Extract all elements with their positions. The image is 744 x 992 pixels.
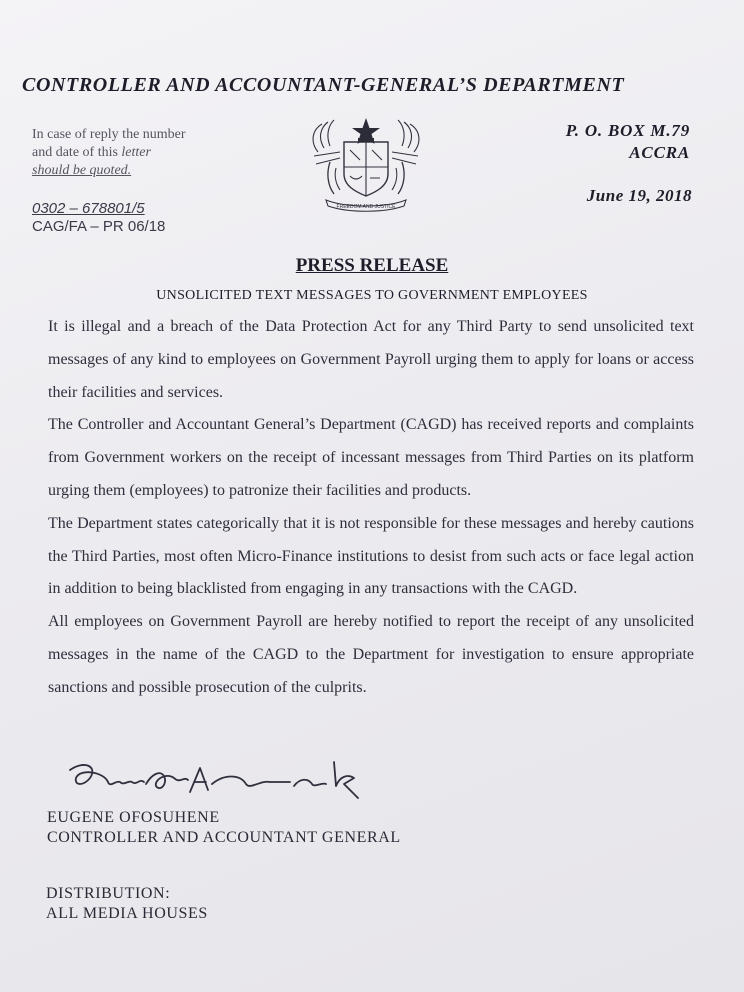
press-release-title: PRESS RELEASE bbox=[295, 255, 449, 276]
reply-note-line-1: In case of reply the number bbox=[32, 127, 186, 142]
ghana-coat-of-arms-icon bbox=[300, 112, 432, 214]
paragraph-1: It is illegal and a breach of the Data Protection Act for any Third Party to send unsolicited text messages of any kind to employees on Government Payroll urging them to apply for loans or access their facilities and services. bbox=[48, 318, 694, 401]
letter-date: June 19, 2018 bbox=[586, 186, 692, 205]
paragraph-3: The Department states categorically that it is not responsible for these messages and hereby cautions the Third Parties, most often Micro-Finance institutions to desist from such acts or face legal action in addition to being blacklisted from engaging in any transactions with the CAGD. bbox=[48, 514, 694, 598]
handwritten-signature-icon bbox=[64, 756, 364, 806]
signatory-name: EUGENE OFOSUHENE bbox=[47, 809, 220, 826]
department-heading: CONTROLLER AND ACCOUNTANT-GENERAL’S DEPARTMENT bbox=[22, 74, 625, 96]
paragraph-2: The Controller and Accountant General’s Department (CAGD) has received reports and complaints from Government workers on the receipt of incessant messages from Third Parties on its platform urging them (employees) to patronize their facilities and products. bbox=[48, 416, 694, 499]
po-box: P. O. BOX M.79 bbox=[565, 121, 690, 140]
postal-address bbox=[566, 120, 690, 164]
reference-number: CAG/FA – PR 06/18 bbox=[32, 218, 166, 235]
distribution-block bbox=[46, 884, 446, 924]
signatory-position: CONTROLLER AND ACCOUNTANT GENERAL bbox=[47, 829, 401, 846]
release-body bbox=[48, 311, 694, 705]
reply-note-line-2: and date of this letter bbox=[32, 145, 151, 160]
reference-block bbox=[32, 200, 252, 236]
crest-motto: FREEDOM AND JUSTICE bbox=[336, 204, 396, 210]
paragraph-4: All employees on Government Payroll are hereby notified to report the receipt of any unsolicited messages in the name of the CAGD to the Department for investigation to ensure appropriate sanctions and possible prosecution of the culprits. bbox=[48, 613, 694, 696]
city: ACCRA bbox=[629, 143, 690, 162]
press-release-subtitle: UNSOLICITED TEXT MESSAGES TO GOVERNMENT EMPLOYEES bbox=[156, 288, 588, 303]
distribution-recipients: ALL MEDIA HOUSES bbox=[46, 905, 208, 922]
reply-instructions bbox=[32, 126, 252, 180]
distribution-label: DISTRIBUTION: bbox=[46, 885, 171, 902]
signatory-block bbox=[47, 808, 547, 848]
reply-note-line-3: should be quoted. bbox=[32, 163, 132, 178]
phone-number: 0302 – 678801/5 bbox=[32, 200, 145, 217]
